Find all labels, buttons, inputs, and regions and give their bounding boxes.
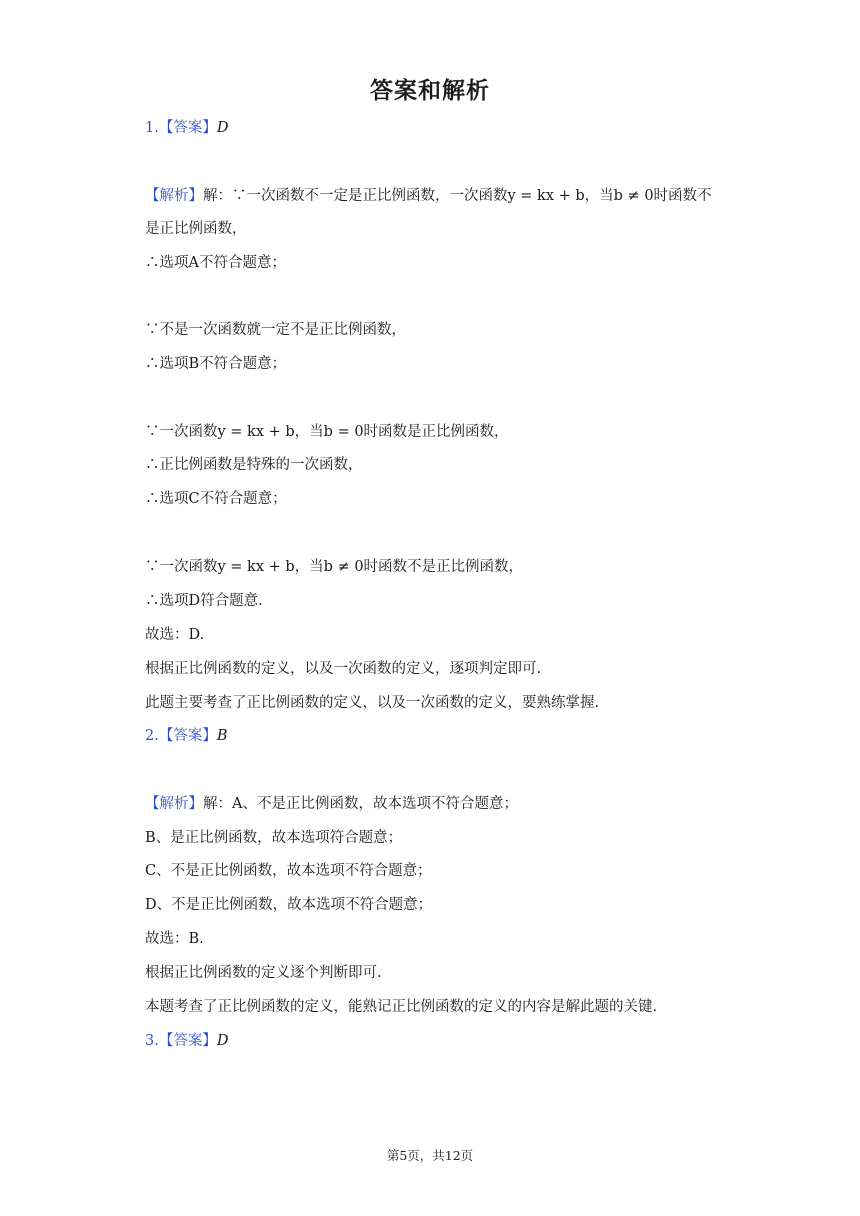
q2-answer-tag: 【答案】 xyxy=(158,728,217,744)
q1-text-8: ∴选项C不符合题意； xyxy=(145,491,287,507)
q2-answer-line xyxy=(145,726,735,746)
q1-text-2: 是正比例函数， xyxy=(145,221,247,237)
q1-text-4: ∵不是一次函数就一定不是正比例函数， xyxy=(145,322,406,338)
q1-answer: D xyxy=(216,120,229,136)
q1-text-10: ∴选项D符合题意. xyxy=(145,593,263,609)
page-footer: 第5页，共12页 xyxy=(386,1148,474,1163)
q3-answer-line xyxy=(145,1031,735,1051)
q2-answer: B xyxy=(216,728,228,744)
q1-text-6: ∵一次函数y = kx + b，当b = 0时函数是正比例函数， xyxy=(145,424,509,440)
q2-text-2: B、是正比例函数，故本选项符合题意； xyxy=(145,830,403,846)
q1-text-12: 根据正比例函数的定义，以及一次函数的定义，逐项判定即可. xyxy=(145,661,542,677)
q3-answer: D xyxy=(216,1033,229,1049)
q2-text-1: 解：A、不是正比例函数，故本选项不符合题意； xyxy=(203,796,518,812)
q1-text-7: ∴正比例函数是特殊的一次函数， xyxy=(145,457,363,473)
q2-text-5: 故选：B. xyxy=(145,931,204,947)
q2-analysis-line-1 xyxy=(145,794,735,814)
q1-analysis-tag: 【解析】 xyxy=(145,188,203,204)
q1-text-13: 此题主要考查了正比例函数的定义，以及一次函数的定义，要熟练掌握. xyxy=(145,695,600,711)
q1-answer-line xyxy=(145,118,735,138)
q1-answer-tag: 【答案】 xyxy=(158,120,217,136)
q1-text-3: ∴选项A不符合题意； xyxy=(145,255,286,271)
q3-number: 3. xyxy=(145,1033,159,1049)
q2-text-7: 本题考查了正比例函数的定义，能熟记正比例函数的定义的内容是解此题的关键. xyxy=(145,999,658,1015)
q2-analysis-tag: 【解析】 xyxy=(145,796,203,812)
q2-text-4: D、不是正比例函数，故本选项不符合题意； xyxy=(145,897,433,913)
q1-text-9: ∵一次函数y = kx + b，当b ≠ 0时函数不是正比例函数， xyxy=(145,559,524,575)
q2-text-6: 根据正比例函数的定义逐个判断即可. xyxy=(145,965,382,981)
page-title: 答案和解析 xyxy=(370,78,490,104)
q1-text-5: ∴选项B不符合题意； xyxy=(145,356,287,372)
q1-text-1: 解：∵一次函数不一定是正比例函数，一次函数y = kx + b，当b ≠ 0时函数不 xyxy=(203,188,712,204)
q1-text-11: 故选：D. xyxy=(145,627,205,643)
q3-answer-tag: 【答案】 xyxy=(158,1033,217,1049)
q1-analysis-line-1 xyxy=(145,186,735,206)
q1-number: 1. xyxy=(145,120,159,136)
q2-number: 2. xyxy=(145,728,159,744)
q2-text-3: C、不是正比例函数，故本选项不符合题意； xyxy=(145,863,432,879)
